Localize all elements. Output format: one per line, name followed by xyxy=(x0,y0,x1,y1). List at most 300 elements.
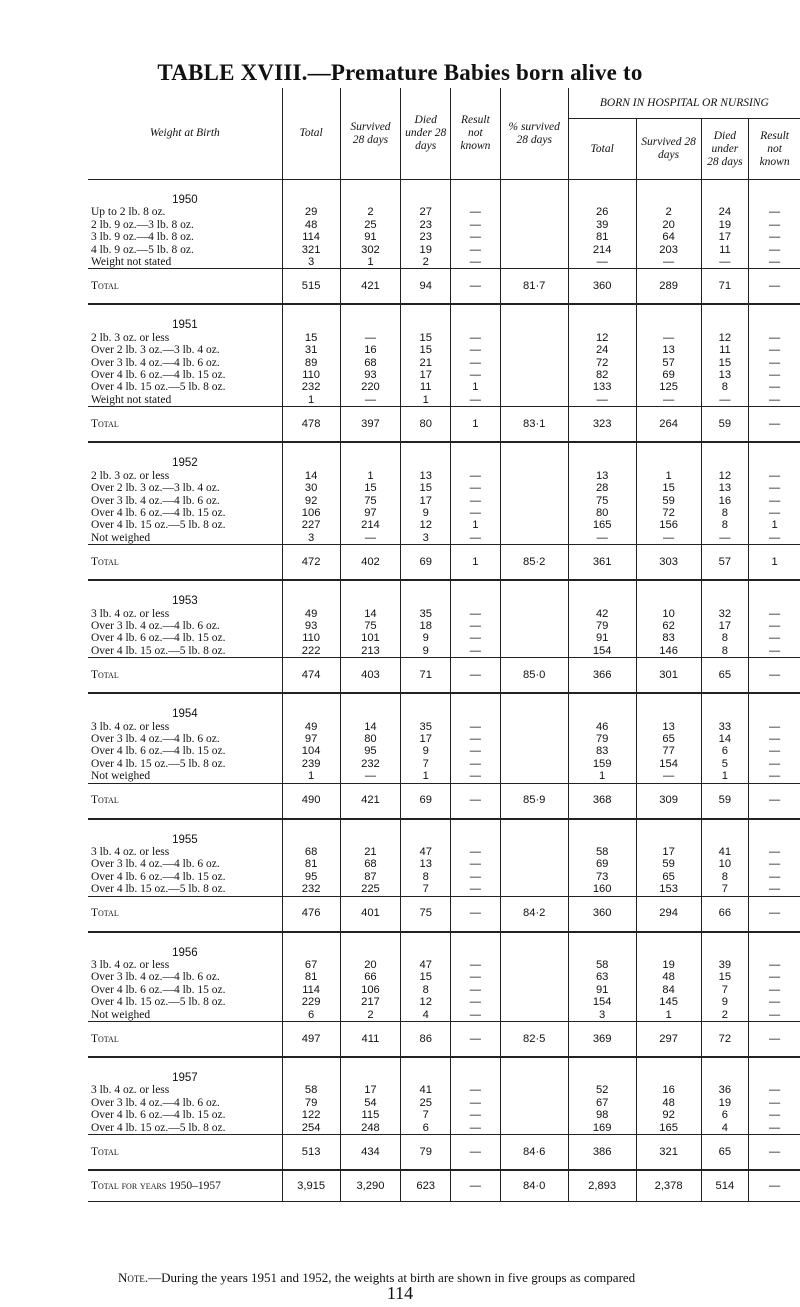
table-cell: 7 xyxy=(401,758,451,770)
spacer-cell xyxy=(401,932,451,959)
spacer-cell xyxy=(451,932,501,959)
table-cell: 474 xyxy=(282,658,340,694)
table-cell: 69 xyxy=(401,545,451,581)
table-cell: 86 xyxy=(401,1022,451,1058)
table-cell: 411 xyxy=(340,1022,401,1058)
table-cell: — xyxy=(451,984,501,996)
table-cell: 68 xyxy=(340,357,401,369)
table-cell: — xyxy=(636,332,701,344)
table-cell xyxy=(500,846,568,858)
page-number: 114 xyxy=(386,1283,414,1303)
table-cell xyxy=(500,219,568,231)
table-cell xyxy=(500,971,568,983)
table-cell: 1 xyxy=(451,407,501,443)
table-cell xyxy=(500,332,568,344)
table-cell xyxy=(500,1109,568,1121)
table-cell xyxy=(500,344,568,356)
table-row xyxy=(88,846,800,858)
table-cell: — xyxy=(451,219,501,231)
spacer-cell xyxy=(749,1057,800,1084)
table-cell: 13 xyxy=(701,369,749,381)
row-label: Over 3 lb. 4 oz.—4 lb. 6 oz. xyxy=(91,732,220,745)
row-label: 3 lb. 9 oz.—4 lb. 8 oz. xyxy=(91,231,194,244)
table-row xyxy=(88,608,800,620)
table-cell: 8 xyxy=(401,984,451,996)
year-row xyxy=(88,693,800,720)
table-row xyxy=(88,256,800,269)
row-label: Over 4 lb. 15 oz.—5 lb. 8 oz. xyxy=(91,519,226,532)
table-cell: 48 xyxy=(636,1097,701,1109)
table-cell: 227 xyxy=(282,519,340,531)
table-cell: 41 xyxy=(701,846,749,858)
table-cell: 514 xyxy=(701,1170,749,1202)
table-row xyxy=(88,206,800,218)
table-row xyxy=(88,996,800,1008)
table-cell: 13 xyxy=(568,470,636,482)
table-cell: 13 xyxy=(636,344,701,356)
table-cell: — xyxy=(636,770,701,783)
table-cell: 11 xyxy=(701,244,749,256)
table-cell: — xyxy=(749,381,800,393)
table-cell: 15 xyxy=(282,332,340,344)
table-cell: 217 xyxy=(340,996,401,1008)
spacer-cell xyxy=(701,932,749,959)
table-cell: 369 xyxy=(568,1022,636,1058)
table-cell: 368 xyxy=(568,783,636,819)
table-cell: 19 xyxy=(701,219,749,231)
table-cell: 110 xyxy=(282,369,340,381)
spacer-cell xyxy=(500,819,568,846)
table-cell: 476 xyxy=(282,896,340,932)
spacer-cell xyxy=(701,442,749,469)
table-row xyxy=(88,369,800,381)
table-cell: — xyxy=(451,733,501,745)
row-label: Over 4 lb. 6 oz.—4 lb. 15 oz. xyxy=(91,1109,226,1122)
table-cell: 3 xyxy=(568,1009,636,1022)
table-cell: 213 xyxy=(340,645,401,658)
table-cell: 15 xyxy=(636,482,701,494)
spacer-cell xyxy=(282,304,340,331)
table-cell: 1 xyxy=(701,770,749,783)
table-cell xyxy=(500,1009,568,1022)
table-cell: 12 xyxy=(401,996,451,1008)
table-cell: — xyxy=(451,745,501,757)
table-cell: 403 xyxy=(340,658,401,694)
table-cell: — xyxy=(749,770,800,783)
table-cell: 49 xyxy=(282,608,340,620)
table-cell: 114 xyxy=(282,231,340,243)
table-cell xyxy=(500,959,568,971)
table-cell: 24 xyxy=(701,206,749,218)
table-cell: 1 xyxy=(340,470,401,482)
table-cell: — xyxy=(749,783,800,819)
spacer-cell xyxy=(451,580,501,607)
table-cell: 95 xyxy=(340,745,401,757)
row-label: Over 4 lb. 15 oz.—5 lb. 8 oz. xyxy=(91,757,226,770)
table-row xyxy=(88,394,800,407)
table-cell: 94 xyxy=(401,269,451,305)
row-label: Total xyxy=(88,545,282,581)
row-label: Over 4 lb. 15 oz.—5 lb. 8 oz. xyxy=(91,1121,226,1134)
table-cell: 41 xyxy=(401,1084,451,1096)
row-label: Over 3 lb. 4 oz.—4 lb. 6 oz. xyxy=(91,1096,220,1109)
spacer-cell xyxy=(451,304,501,331)
spacer-cell xyxy=(568,304,636,331)
table-cell: 8 xyxy=(701,632,749,644)
table-cell: — xyxy=(451,1135,501,1171)
table-cell: 79 xyxy=(568,733,636,745)
table-cell: 17 xyxy=(340,1084,401,1096)
table-cell: — xyxy=(749,507,800,519)
spacer-cell xyxy=(500,580,568,607)
spacer-cell xyxy=(340,442,401,469)
table-cell: 35 xyxy=(401,608,451,620)
table-cell: 19 xyxy=(401,244,451,256)
table-cell xyxy=(500,996,568,1008)
table-cell: 15 xyxy=(401,344,451,356)
table-cell: — xyxy=(749,256,800,269)
spacer-cell xyxy=(749,932,800,959)
row-label: Total xyxy=(88,658,282,694)
row-label: Over 3 lb. 4 oz.—4 lb. 6 oz. xyxy=(91,494,220,507)
table-cell: — xyxy=(749,357,800,369)
table-cell xyxy=(500,357,568,369)
spacer-cell xyxy=(500,180,568,207)
row-label: Not weighed xyxy=(91,1008,151,1021)
table-cell: 3 xyxy=(282,256,340,269)
table-row xyxy=(88,1109,800,1121)
table-cell: 84 xyxy=(636,984,701,996)
table-cell xyxy=(500,745,568,757)
table-cell: 1 xyxy=(568,770,636,783)
table-cell: 79 xyxy=(568,620,636,632)
col-h-died-header: Died under 28 days xyxy=(701,119,749,180)
table-cell: — xyxy=(749,959,800,971)
table-cell: 8 xyxy=(701,507,749,519)
table-cell: 1 xyxy=(636,1009,701,1022)
spacer-cell xyxy=(282,580,340,607)
col-survived-header: Survived 28 days xyxy=(340,88,401,180)
table-cell: — xyxy=(749,645,800,658)
table-cell: — xyxy=(451,632,501,644)
table-cell: 297 xyxy=(636,1022,701,1058)
table-cell: 490 xyxy=(282,783,340,819)
table-cell: 360 xyxy=(568,896,636,932)
col-weight-header: Weight at Birth xyxy=(88,88,282,180)
table-cell: 2 xyxy=(340,1009,401,1022)
table-cell: 71 xyxy=(401,658,451,694)
table-cell: 83 xyxy=(636,632,701,644)
table-row xyxy=(88,532,800,545)
table-cell: 397 xyxy=(340,407,401,443)
table-cell: 159 xyxy=(568,758,636,770)
table-cell: 156 xyxy=(636,519,701,531)
table-cell: 81 xyxy=(282,971,340,983)
table-row xyxy=(88,495,800,507)
table-cell: 2 xyxy=(401,256,451,269)
table-cell: — xyxy=(749,231,800,243)
table-cell: 59 xyxy=(636,495,701,507)
table-cell: 80 xyxy=(568,507,636,519)
row-label: Weight not stated xyxy=(91,393,172,406)
table-row xyxy=(88,858,800,870)
table-cell: 294 xyxy=(636,896,701,932)
table-cell: 98 xyxy=(568,1109,636,1121)
spacer-cell xyxy=(568,693,636,720)
table-cell: — xyxy=(749,758,800,770)
table-cell: — xyxy=(451,357,501,369)
table-cell: 91 xyxy=(568,984,636,996)
table-cell: 303 xyxy=(636,545,701,581)
table-cell: — xyxy=(749,846,800,858)
table-cell: 3 xyxy=(401,532,451,545)
table-cell: 145 xyxy=(636,996,701,1008)
spacer-cell xyxy=(500,304,568,331)
table-row xyxy=(88,231,800,243)
table-cell: 32 xyxy=(701,608,749,620)
table-cell: — xyxy=(340,532,401,545)
table-cell: 15 xyxy=(401,971,451,983)
table-cell: 229 xyxy=(282,996,340,1008)
premature-babies-table xyxy=(88,88,800,1202)
year-label: 1953 xyxy=(172,595,198,608)
table-cell: — xyxy=(749,608,800,620)
table-cell: 72 xyxy=(568,357,636,369)
table-cell: — xyxy=(749,658,800,694)
table-cell: 2 xyxy=(636,206,701,218)
spacer-cell xyxy=(282,693,340,720)
table-cell: — xyxy=(451,344,501,356)
table-cell: 69 xyxy=(401,783,451,819)
table-cell: — xyxy=(451,470,501,482)
spacer-cell xyxy=(340,304,401,331)
table-cell: 623 xyxy=(401,1170,451,1202)
table-cell: — xyxy=(451,620,501,632)
table-cell: 72 xyxy=(701,1022,749,1058)
table-cell: 12 xyxy=(568,332,636,344)
table-cell xyxy=(500,394,568,407)
table-cell: 220 xyxy=(340,381,401,393)
table-cell: — xyxy=(451,1170,501,1202)
row-label: Over 4 lb. 6 oz.—4 lb. 15 oz. xyxy=(91,632,226,645)
table-cell xyxy=(500,632,568,644)
row-label: Over 4 lb. 6 oz.—4 lb. 15 oz. xyxy=(91,745,226,758)
spacer-cell xyxy=(282,180,340,207)
spacer-cell xyxy=(401,580,451,607)
row-label: Total xyxy=(88,1022,282,1058)
spacer-cell xyxy=(749,304,800,331)
table-cell: — xyxy=(749,971,800,983)
row-label: 3 lb. 4 oz. or less xyxy=(91,959,170,972)
table-cell: 35 xyxy=(401,721,451,733)
total-row xyxy=(88,783,800,819)
year-label: 1957 xyxy=(172,1072,198,1085)
table-cell xyxy=(500,519,568,531)
row-label: Over 4 lb. 6 oz.—4 lb. 15 oz. xyxy=(91,506,226,519)
table-cell: — xyxy=(451,658,501,694)
spacer-cell xyxy=(500,932,568,959)
table-cell: 214 xyxy=(568,244,636,256)
table-cell: 57 xyxy=(701,545,749,581)
row-label: 2 lb. 9 oz.—3 lb. 8 oz. xyxy=(91,218,194,231)
table-cell: 2 xyxy=(340,206,401,218)
table-cell: 222 xyxy=(282,645,340,658)
spacer-cell xyxy=(568,1057,636,1084)
table-cell xyxy=(500,770,568,783)
spacer-cell xyxy=(749,442,800,469)
table-cell: 59 xyxy=(701,783,749,819)
table-cell: 1 xyxy=(636,470,701,482)
table-cell: 8 xyxy=(701,645,749,658)
table-cell: 14 xyxy=(340,608,401,620)
spacer-cell xyxy=(401,1057,451,1084)
table-cell: 18 xyxy=(401,620,451,632)
table-row xyxy=(88,332,800,344)
table-cell: — xyxy=(701,532,749,545)
table-cell: 225 xyxy=(340,883,401,896)
table-cell: 19 xyxy=(701,1097,749,1109)
row-label: Total xyxy=(88,783,282,819)
spacer-cell xyxy=(701,304,749,331)
table-cell xyxy=(500,381,568,393)
table-cell: 9 xyxy=(401,645,451,658)
spacer-cell xyxy=(568,180,636,207)
spacer-cell xyxy=(282,819,340,846)
table-cell: 8 xyxy=(401,871,451,883)
table-cell: 13 xyxy=(401,470,451,482)
year-row xyxy=(88,442,800,469)
table-cell: 89 xyxy=(282,357,340,369)
col-h-result-header: Result not known xyxy=(749,119,800,180)
table-cell: — xyxy=(451,1122,501,1135)
row-label: Over 4 lb. 15 oz.—5 lb. 8 oz. xyxy=(91,996,226,1009)
table-cell: 421 xyxy=(340,269,401,305)
table-cell: — xyxy=(749,532,800,545)
row-label: Over 4 lb. 15 oz.—5 lb. 8 oz. xyxy=(91,883,226,896)
table-row xyxy=(88,482,800,494)
table-cell xyxy=(500,883,568,896)
spacer-cell xyxy=(568,819,636,846)
spacer-cell xyxy=(451,180,501,207)
table-cell: 49 xyxy=(282,721,340,733)
table-cell: — xyxy=(749,996,800,1008)
table-cell: — xyxy=(451,1022,501,1058)
table-cell: 11 xyxy=(401,381,451,393)
year-row xyxy=(88,819,800,846)
note-prefix: Note. xyxy=(118,1270,149,1285)
table-cell: 7 xyxy=(701,883,749,896)
spacer-cell xyxy=(636,180,701,207)
year-row xyxy=(88,932,800,959)
table-cell xyxy=(500,231,568,243)
table-cell: 25 xyxy=(401,1097,451,1109)
row-label: Total xyxy=(88,896,282,932)
total-row xyxy=(88,269,800,305)
table-cell: 10 xyxy=(701,858,749,870)
table-cell: — xyxy=(749,1135,800,1171)
table-cell: 515 xyxy=(282,269,340,305)
table-cell: 15 xyxy=(401,332,451,344)
table-cell: 71 xyxy=(701,269,749,305)
table-cell: 58 xyxy=(568,846,636,858)
table-cell: — xyxy=(749,984,800,996)
row-label: Over 3 lb. 4 oz.—4 lb. 6 oz. xyxy=(91,356,220,369)
table-cell: — xyxy=(749,344,800,356)
table-cell: — xyxy=(749,721,800,733)
table-row xyxy=(88,1009,800,1022)
table-cell: 9 xyxy=(701,996,749,1008)
table-cell: — xyxy=(451,758,501,770)
table-cell: 21 xyxy=(401,357,451,369)
table-cell: — xyxy=(451,1109,501,1121)
table-cell: 59 xyxy=(701,407,749,443)
table-cell: — xyxy=(749,1022,800,1058)
table-cell: 31 xyxy=(282,344,340,356)
year-label: 1950 xyxy=(172,194,198,206)
table-cell: 232 xyxy=(282,381,340,393)
table-cell: — xyxy=(749,1097,800,1109)
spacer-cell xyxy=(568,932,636,959)
table-row xyxy=(88,244,800,256)
table-cell: 81·7 xyxy=(500,269,568,305)
table-cell: — xyxy=(451,959,501,971)
spacer-cell xyxy=(636,1057,701,1084)
table-cell: — xyxy=(451,645,501,658)
table-cell xyxy=(500,244,568,256)
table-row xyxy=(88,1122,800,1135)
table-cell: — xyxy=(749,470,800,482)
table-cell: 36 xyxy=(701,1084,749,1096)
table-cell: 160 xyxy=(568,883,636,896)
table-cell: 80 xyxy=(401,407,451,443)
spacer-cell xyxy=(749,180,800,207)
spacer-cell xyxy=(451,693,501,720)
table-cell: 79 xyxy=(282,1097,340,1109)
year-label: 1951 xyxy=(172,319,198,332)
table-cell: — xyxy=(451,783,501,819)
table-cell: 1 xyxy=(749,519,800,531)
table-cell: 87 xyxy=(340,871,401,883)
table-cell: 69 xyxy=(636,369,701,381)
total-row xyxy=(88,545,800,581)
year-label: 1955 xyxy=(172,833,198,846)
table-cell: — xyxy=(451,721,501,733)
table-cell: — xyxy=(451,846,501,858)
table-cell: 2 xyxy=(701,1009,749,1022)
table-cell: 106 xyxy=(340,984,401,996)
total-row xyxy=(88,1135,800,1171)
table-cell: 8 xyxy=(701,519,749,531)
table-row xyxy=(88,871,800,883)
table-cell xyxy=(500,470,568,482)
table-cell: — xyxy=(451,1084,501,1096)
table-cell: 1 xyxy=(401,770,451,783)
table-cell: — xyxy=(701,394,749,407)
table-row xyxy=(88,1084,800,1096)
table-cell: 65 xyxy=(636,871,701,883)
table-row xyxy=(88,519,800,531)
table-cell: 7 xyxy=(401,883,451,896)
table-cell: 360 xyxy=(568,269,636,305)
spacer-cell xyxy=(749,580,800,607)
table-cell: 15 xyxy=(701,971,749,983)
table-body xyxy=(88,180,800,1202)
table-cell: 92 xyxy=(636,1109,701,1121)
table-cell: 401 xyxy=(340,896,401,932)
table-cell: — xyxy=(636,256,701,269)
table-cell xyxy=(500,733,568,745)
table-cell xyxy=(500,1084,568,1096)
